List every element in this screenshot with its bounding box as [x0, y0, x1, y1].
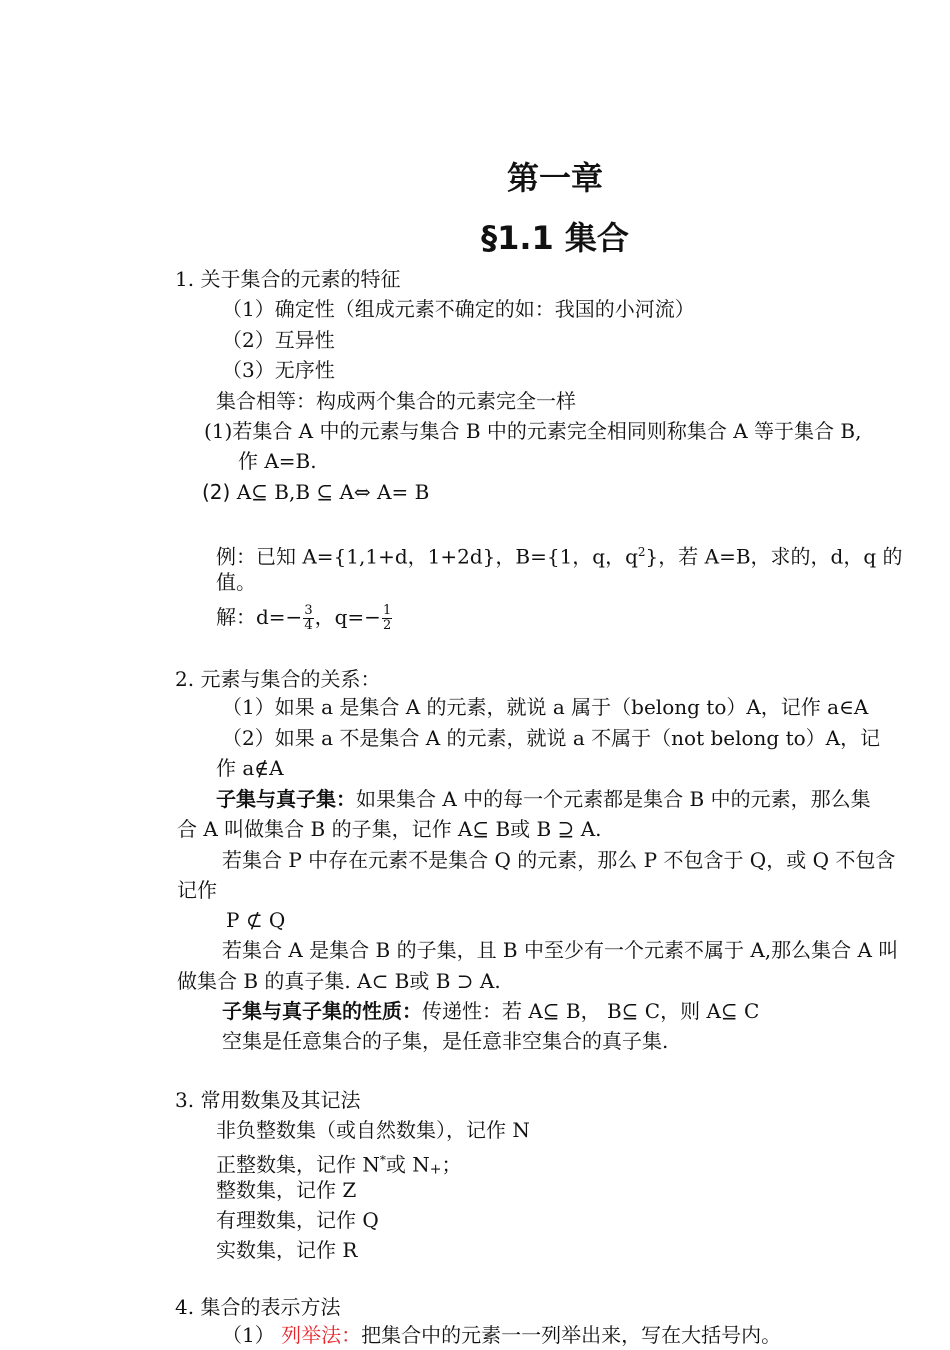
number-set-reals: 实数集，记作 R [216, 1238, 358, 1262]
s2-heading: 2. 元素与集合的关系： [175, 667, 381, 691]
fraction-q [382, 604, 392, 633]
empty-set-line: 空集是任意集合的子集，是任意非空集合的真子集. [222, 1029, 669, 1053]
subset-def-label: 子集与真子集： [216, 787, 356, 811]
subset-properties [222, 996, 759, 1026]
set-equal-def-1-cont: 作 A=B. [238, 449, 317, 473]
chapter-title: 第一章 [506, 159, 603, 197]
positive-integers-plus: + [429, 1161, 442, 1178]
example-superscript: 2 [637, 545, 646, 559]
fraction-d [303, 604, 313, 633]
relation-belong: （1）如果 a 是集合 A 的元素，就说 a 属于（belong to）A，记作 a∈A [222, 695, 869, 719]
example-line-2: 值。 [216, 570, 256, 594]
example-text-a: 例：已知 A={1,1+d，1+2d}，B={1，q，q [216, 544, 638, 569]
positive-integers-end: ； [441, 1152, 462, 1177]
positive-integers-text: 正整数集，记作 N [216, 1152, 380, 1177]
enumeration-label: 列举法： [274, 1323, 362, 1347]
proper-subset-line-2: 做集合 B 的真子集. A⊂ B或 B ⊃ A. [177, 969, 501, 993]
solution-mid: ，q=− [314, 605, 381, 629]
s3-heading: 3. 常用数集及其记法 [175, 1088, 361, 1112]
s4-heading: 4. 集合的表示方法 [175, 1295, 341, 1319]
fraction-q-den: 2 [382, 618, 392, 633]
not-contained-expr: P ⊄ Q [226, 908, 286, 932]
subset-def-line-2: 合 A 叫做集合 B 的子集，记作 A⊆ B或 B ⊇ A. [177, 817, 602, 841]
set-equal-title: 集合相等：构成两个集合的元素完全一样 [216, 389, 576, 413]
section-title: §1.1 集合 [481, 219, 629, 257]
set-equal-def-2 [202, 477, 429, 507]
number-set-rationals: 有理数集，记作 Q [216, 1208, 379, 1232]
fraction-d-num: 3 [304, 603, 313, 618]
solution-line [216, 600, 393, 634]
solution-prefix: 解：d=− [216, 605, 303, 629]
set-equal-def-1: (1)若集合 A 中的元素与集合 B 中的元素完全相同则称集合 A 等于集合 B, [204, 419, 862, 443]
number-set-naturals: 非负整数集（或自然数集），记作 N [216, 1118, 530, 1142]
number-set-positive-integers [216, 1145, 462, 1178]
fraction-d-den: 4 [304, 618, 313, 633]
s1-item-1: （1）确定性（组成元素不确定的如：我国的小河流） [222, 297, 695, 321]
subset-properties-label: 子集与真子集的性质： [222, 999, 422, 1023]
proper-subset-line-1: 若集合 A 是集合 B 的子集，且 B 中至少有一个元素不属于 A,那么集合 A 叫 [222, 938, 899, 962]
enumeration-text: 把集合中的元素一一列举出来，写在大括号内。 [361, 1323, 782, 1347]
not-contained-line-2: 记作 [177, 878, 217, 902]
subset-def-line-1 [216, 784, 871, 814]
set-equal-def-2-num: (2) [202, 480, 231, 504]
example-line-1 [216, 537, 903, 567]
s1-heading: 1. 关于集合的元素的特征 [175, 267, 401, 291]
example-text-b: }，若 A=B，求的，d，q 的 [645, 544, 903, 569]
positive-integers-or: 或 N [385, 1152, 430, 1177]
set-equal-def-2-expr: A⊆ B,B ⊆ A⇔ A= B [230, 480, 430, 504]
number-set-integers: 整数集，记作 Z [216, 1178, 357, 1202]
enumeration-num: （1） [222, 1323, 275, 1347]
s1-item-2: （2）互异性 [222, 328, 335, 352]
enumeration-method [222, 1320, 781, 1350]
not-contained-line-1: 若集合 P 中存在元素不是集合 Q 的元素，那么 P 不包含于 Q，或 Q 不包含 [222, 848, 896, 872]
positive-integers-star: * [379, 1153, 386, 1167]
relation-not-belong: （2）如果 a 不是集合 A 的元素，就说 a 不属于（not belong to）A，记 [222, 726, 881, 750]
subset-def-text: 如果集合 A 中的每一个元素都是集合 B 中的元素，那么集 [356, 787, 871, 811]
s1-item-3: （3）无序性 [222, 358, 335, 382]
relation-not-belong-cont: 作 a∉A [216, 756, 284, 780]
fraction-q-num: 1 [382, 603, 392, 618]
subset-properties-text: 传递性：若 A⊆ B， B⊆ C，则 A⊆ C [422, 999, 760, 1023]
